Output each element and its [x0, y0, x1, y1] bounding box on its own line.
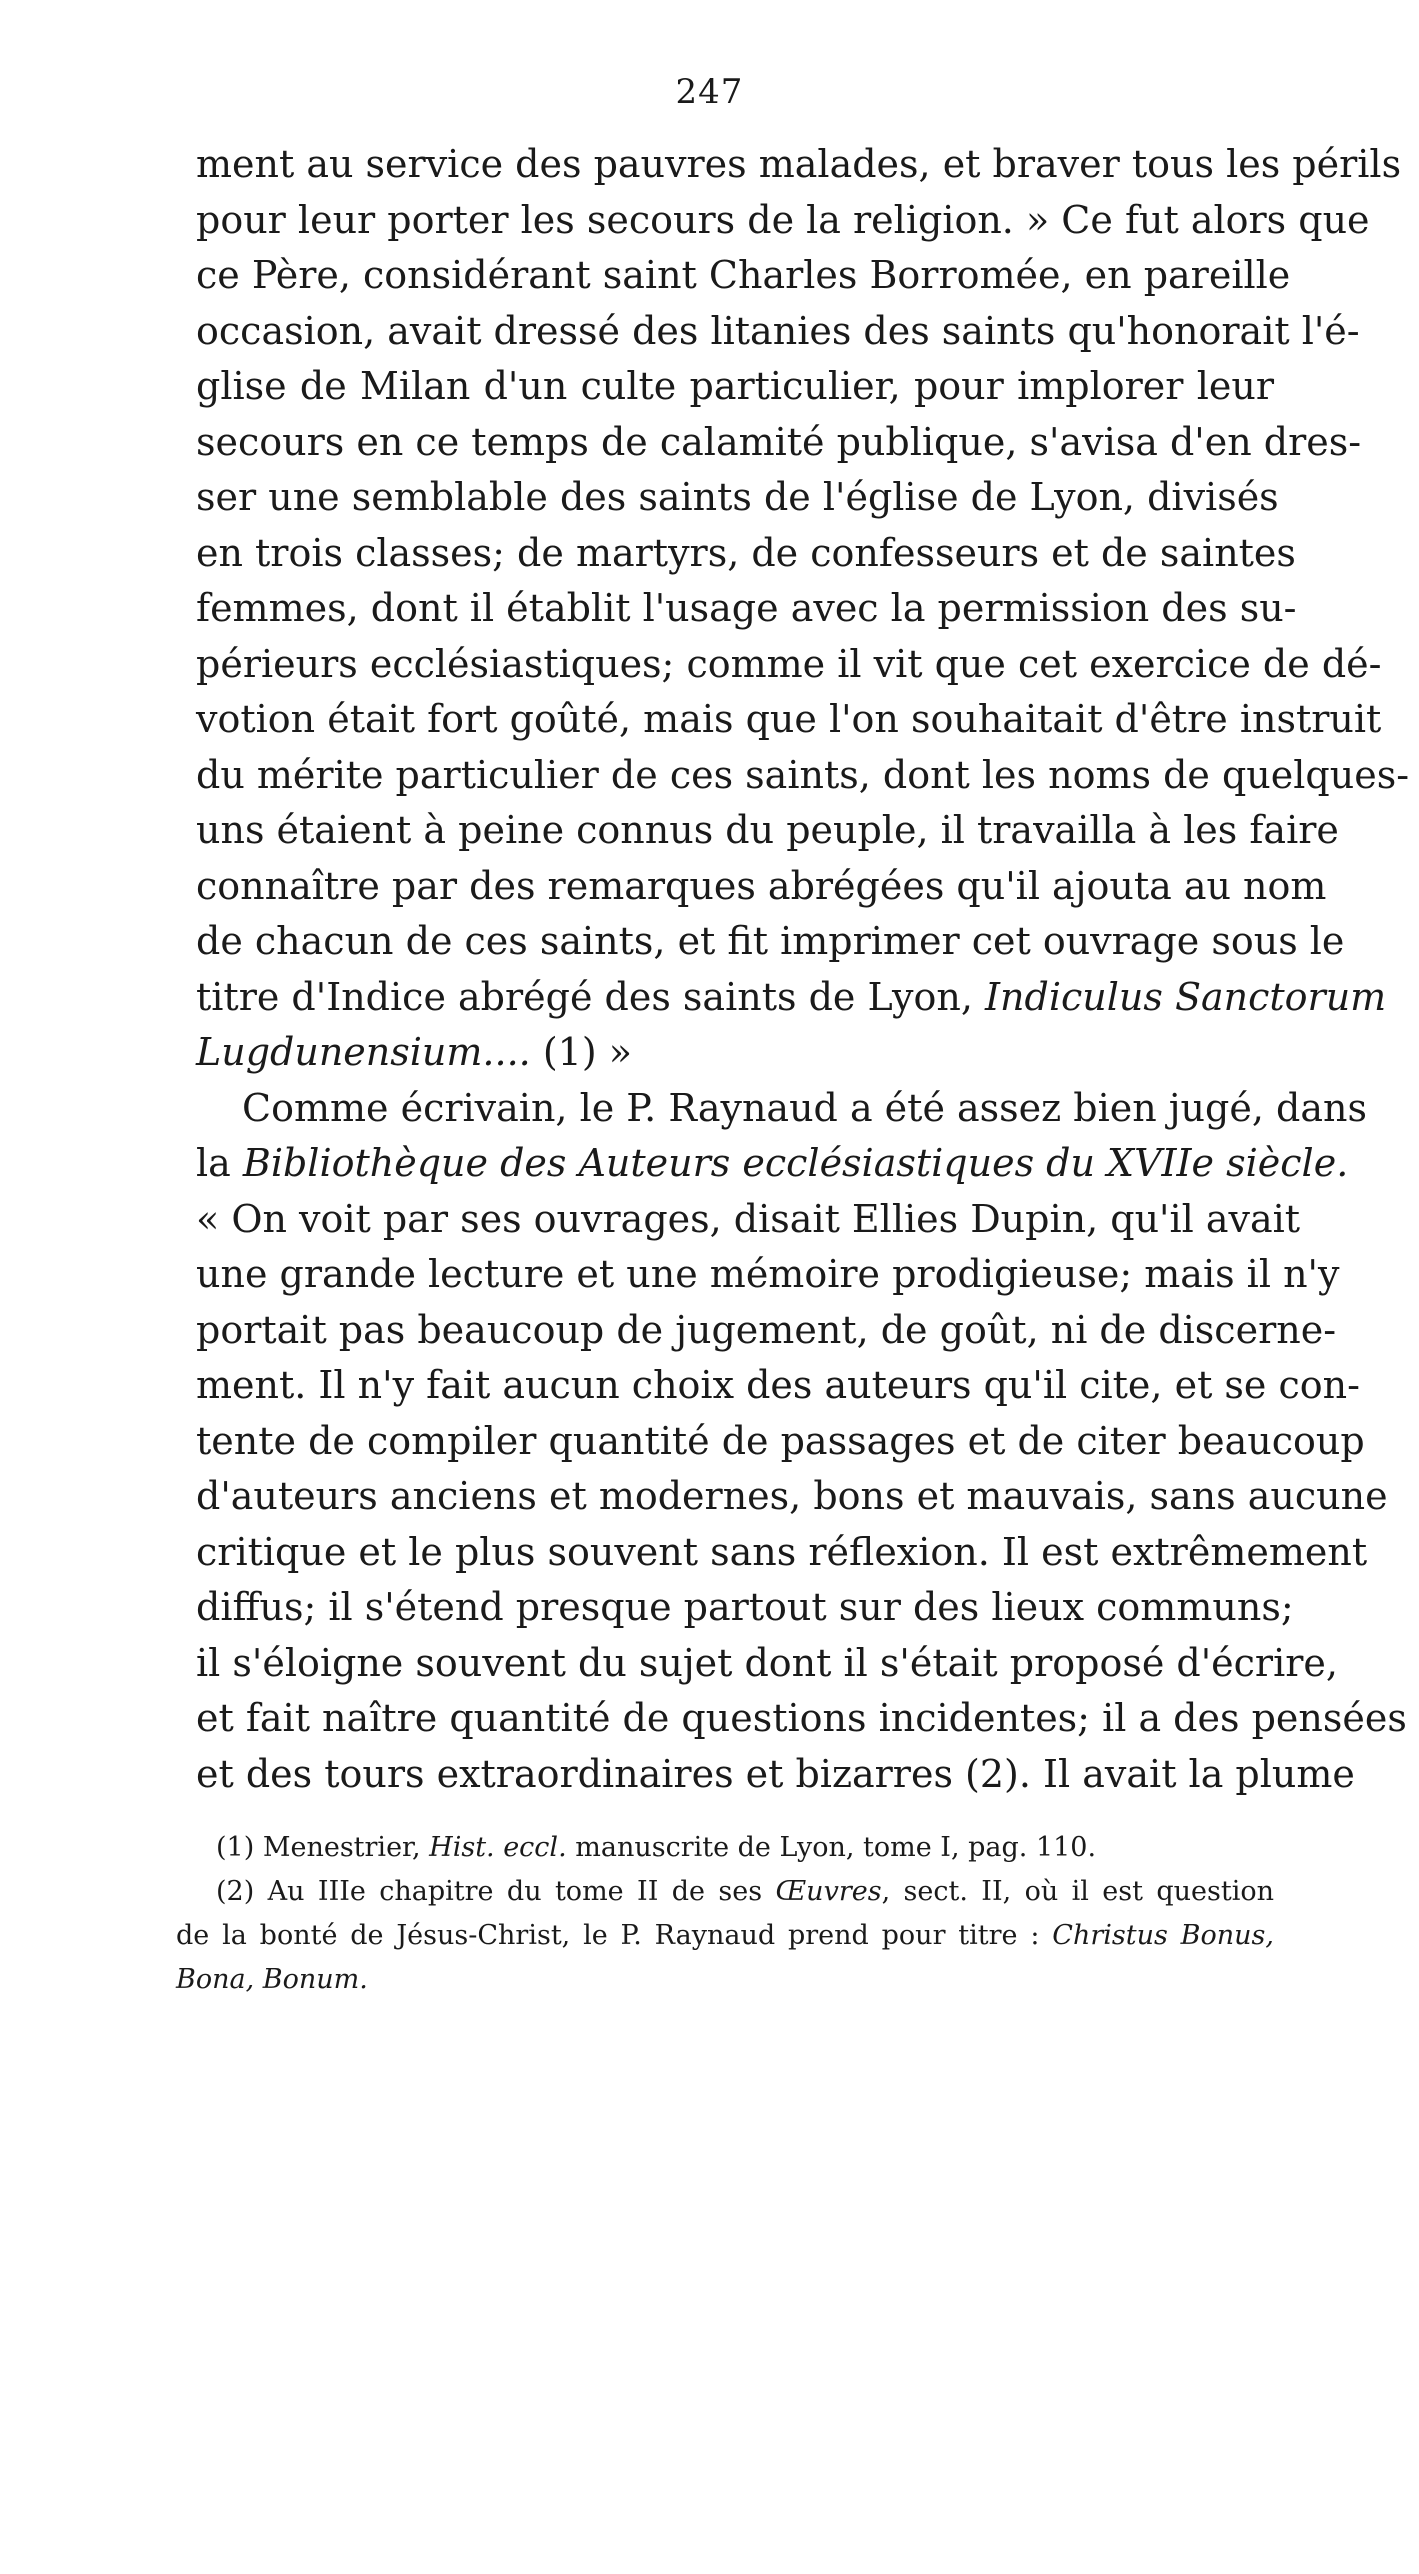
page-number: 247 — [675, 72, 744, 112]
text-line: « On voit par ses ouvrages, disait Ellies Dupin, qu'il avait — [196, 1196, 1301, 1241]
text-line: ce Père, considérant saint Charles Borromée, en pareille — [196, 253, 1291, 297]
footnote-ref: (1) » — [530, 1030, 632, 1074]
text-line: uns étaient à peine connus du peuple, il travailla à les faire — [196, 808, 1339, 852]
body-text — [196, 137, 1410, 1802]
italic-title: Bona, Bonum. — [176, 1964, 368, 1995]
paragraph-start: Comme écrivain, le P. Raynaud a été assez bien jugé, dans — [242, 1085, 1367, 1130]
text-line: et des tours extraordinaires et bizarres (2). Il avait la plume — [196, 1751, 1355, 1796]
text-line: critique et le plus souvent sans réflexion. Il est extrêmement — [196, 1529, 1368, 1574]
text-line: occasion, avait dressé des litanies des saints qu'honorait l'é- — [196, 308, 1360, 353]
text-line: tente de compiler quantité de passages et de citer beaucoup — [196, 1418, 1365, 1463]
text-line: ser une semblable des saints de l'église de Lyon, divisés — [196, 475, 1279, 519]
text-segment: (1) Menestrier, — [216, 1832, 430, 1863]
text-line: connaître par des remarques abrégées qu'il ajouta au nom — [196, 863, 1327, 908]
italic-title: Lugdunensium.... — [196, 1030, 531, 1074]
text-line: glise de Milan d'un culte particulier, pour implorer leur — [196, 364, 1274, 408]
text-segment: la — [196, 1141, 243, 1185]
text-line: ment au service des pauvres malades, et braver tous les périls — [196, 142, 1402, 186]
italic-title: Bibliothèque des Auteurs ecclésiastiques du XVIIe siècle. — [242, 1141, 1349, 1185]
text-segment: de la bonté de Jésus-Christ, le P. Raynaud prend pour titre : — [176, 1920, 1053, 1951]
text-line: pour leur porter les secours de la religion. » Ce fut alors que — [196, 197, 1370, 242]
text-line: d'auteurs anciens et modernes, bons et mauvais, sans aucune — [196, 1474, 1388, 1518]
text-segment: titre d'Indice abrégé des saints de Lyon, — [196, 974, 986, 1019]
footnote-1 — [176, 1826, 1274, 1870]
text-line: portait pas beaucoup de jugement, de goût, ni de discerne- — [196, 1307, 1337, 1352]
text-line — [196, 1136, 1349, 1192]
italic-title: Hist. eccl. — [429, 1832, 567, 1863]
text-line: et fait naître quantité de questions incidentes; il a des pensées — [196, 1696, 1407, 1740]
text-segment: (2) Au IIIe chapitre du tome II de ses — [216, 1876, 776, 1907]
text-line: secours en ce temps de calamité publique, s'avisa d'en dres- — [196, 419, 1362, 464]
text-line: du mérite particulier de ces saints, dont les noms de quelques- — [196, 752, 1410, 797]
text-line — [196, 970, 1387, 1026]
text-line: une grande lecture et une mémoire prodigieuse; mais il n'y — [196, 1252, 1340, 1296]
text-line: de chacun de ces saints, et fit imprimer cet ouvrage sous le — [196, 919, 1345, 963]
footnote-2 — [176, 1870, 1274, 1914]
text-line: ment. Il n'y fait aucun choix des auteurs qu'il cite, et se con- — [196, 1363, 1360, 1407]
text-line: femmes, dont il établit l'usage avec la permission des su- — [196, 586, 1297, 630]
footnotes — [176, 1826, 1274, 2002]
text-line: en trois classes; de martyrs, de confesseurs et de saintes — [196, 530, 1296, 575]
italic-title: Œuvres — [775, 1876, 882, 1907]
footnote-2-continued — [176, 1958, 1274, 2002]
text-segment: , sect. II, où il est question — [881, 1876, 1274, 1907]
italic-title: Christus Bonus, — [1052, 1920, 1274, 1951]
text-segment: manuscrite de Lyon, tome I, pag. 110. — [566, 1832, 1097, 1863]
text-line: diffus; il s'étend presque partout sur des lieux communs; — [196, 1585, 1294, 1629]
footnote-2-continued — [176, 1914, 1274, 1958]
text-line — [196, 1025, 1274, 1081]
text-line: il s'éloigne souvent du sujet dont il s'était proposé d'écrire, — [196, 1640, 1338, 1685]
text-line: votion était fort goûté, mais que l'on souhaitait d'être instruit — [196, 697, 1382, 741]
italic-title: Indiculus Sanctorum — [985, 974, 1387, 1019]
text-line: périeurs ecclésiastiques; comme il vit que cet exercice de dé- — [196, 641, 1382, 686]
